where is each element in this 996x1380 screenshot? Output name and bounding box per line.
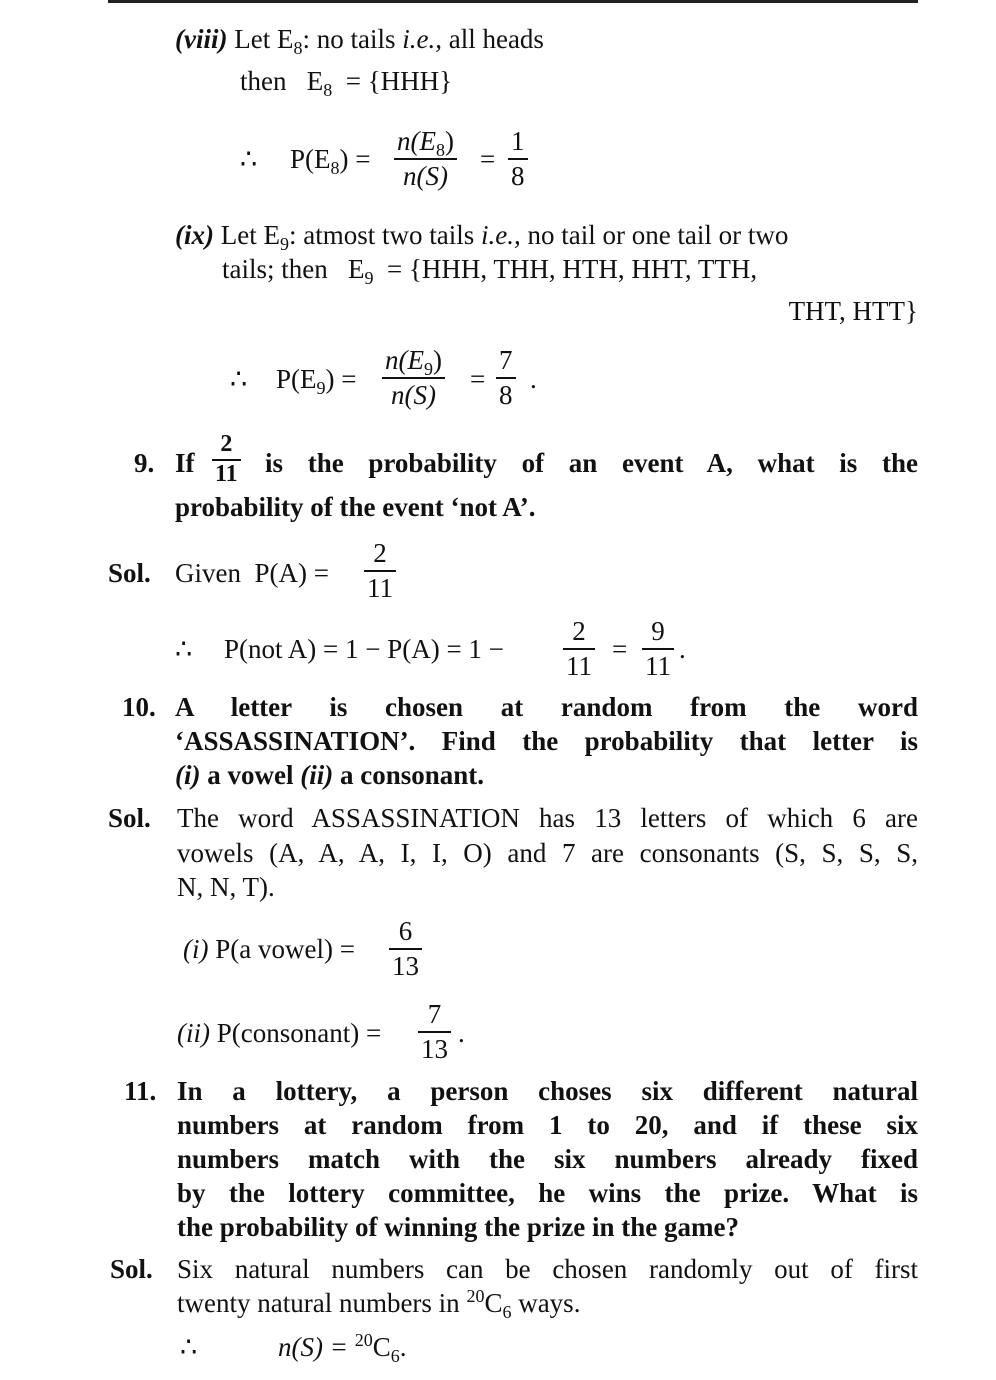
part-ix-set-cont: THT, HTT} xyxy=(788,296,918,326)
sol9-period: . xyxy=(679,634,686,664)
q9-number: 9. xyxy=(134,448,155,478)
sol10-line2: vowels (A, A, A, I, I, O) and 7 are consonants (S, S, S, S, xyxy=(177,838,918,868)
sol10-label: Sol. xyxy=(108,803,151,833)
q10-number: 10. xyxy=(122,692,156,722)
top-rule xyxy=(108,0,918,3)
q11-line: by the lottery committee, he wins the prize. What is xyxy=(177,1178,918,1208)
q9-if: If xyxy=(175,448,195,478)
q9-text-line2: probability of the event ‘not A’. xyxy=(175,492,536,522)
sol10-line1: The word ASSASSINATION has 13 letters of which 6 are xyxy=(177,803,918,833)
part-viii-fraction: $\frac{n(E_8)}{n(S)}$ xyxy=(394,128,457,190)
sol11-line1: Six natural numbers can be chosen randomly out of first xyxy=(177,1254,918,1284)
part-ix-heading: (ix) Let $E_9$: atmost two tails i.e., no tail or one tail or two xyxy=(175,220,789,254)
q10-line1: A letter is chosen at random from the word xyxy=(175,692,918,722)
part-ix-answer: $\frac{7}{8}$ xyxy=(496,347,516,409)
part-viii-set: then $E_8 = \{HHH\}$ xyxy=(240,66,453,100)
q11-line: In a lottery, a person choses six different natural xyxy=(177,1076,918,1106)
sol10-period: . xyxy=(458,1018,465,1048)
q10-line3: (i) a vowel (ii) a consonant. xyxy=(175,760,484,790)
q9-fraction: $\frac{2}{11}$ xyxy=(212,432,241,486)
part-ix-prob-lhs: $P(E_9)$ = xyxy=(276,364,357,398)
part-viii-eq: = xyxy=(480,144,496,174)
part-ix-set: tails; then $E_9 = \{HHH$, THH, HTH, HHT, TTH, xyxy=(222,254,758,288)
sol9-answer: $\frac{9}{11}$ xyxy=(642,618,674,680)
sol9-label: Sol. xyxy=(108,558,151,588)
part-ix-therefore: ∴ xyxy=(230,364,248,394)
sol10-part-i: (i) P(a vowel) = xyxy=(183,934,355,964)
q9-text-line1: is the probability of an event A, what is the xyxy=(265,448,918,478)
sol11-line2: twenty natural numbers in $^{20}C_6$ ways. xyxy=(177,1286,581,1322)
sol10-part-i-fraction: $\frac{6}{13}$ xyxy=(389,918,422,980)
sol11-label: Sol. xyxy=(110,1254,153,1284)
q11-line: the probability of winning the prize in the game? xyxy=(177,1212,740,1242)
sol10-part-ii-fraction: $\frac{7}{13}$ xyxy=(418,1001,451,1063)
part-viii-answer: $\frac{1}{8}$ xyxy=(508,128,528,190)
part-ix-fraction: $\frac{n(E_9)}{n(S)}$ xyxy=(382,347,445,409)
sol9-eq: = xyxy=(612,634,628,664)
part-viii-prob-lhs: $P(E_8)$ = xyxy=(290,144,371,178)
sol10-line3: N, N, T). xyxy=(177,872,275,902)
sol9-fraction-2: $\frac{2}{11}$ xyxy=(563,618,595,680)
sol9-therefore: ∴ xyxy=(175,634,193,664)
part-ix-eq: = xyxy=(470,364,486,394)
part-ix-period: . xyxy=(530,364,537,394)
q11-line: numbers at random from 1 to 20, and if these six xyxy=(177,1110,918,1140)
q11-line: numbers match with the six numbers already fixed xyxy=(177,1144,918,1174)
sol9-fraction: $\frac{2}{11}$ xyxy=(364,540,396,602)
q11-number: 11. xyxy=(124,1076,157,1106)
part-viii-therefore: ∴ xyxy=(240,144,258,174)
sol11-ns: $n(S) = ^{20}C_6$. xyxy=(278,1330,407,1366)
q10-line2: ‘ASSASSINATION’. Find the probability that letter is xyxy=(175,726,918,756)
sol9-line: P(not A) = 1 − P(A) = 1 − xyxy=(224,634,504,664)
sol9-given: Given P(A) = xyxy=(175,558,329,588)
part-viii-heading: (viii) Let $E_8$: no tails i.e., all heads xyxy=(175,24,544,58)
sol10-part-ii: (ii) P(consonant) = xyxy=(177,1018,382,1048)
sol11-therefore: ∴ xyxy=(180,1332,198,1362)
